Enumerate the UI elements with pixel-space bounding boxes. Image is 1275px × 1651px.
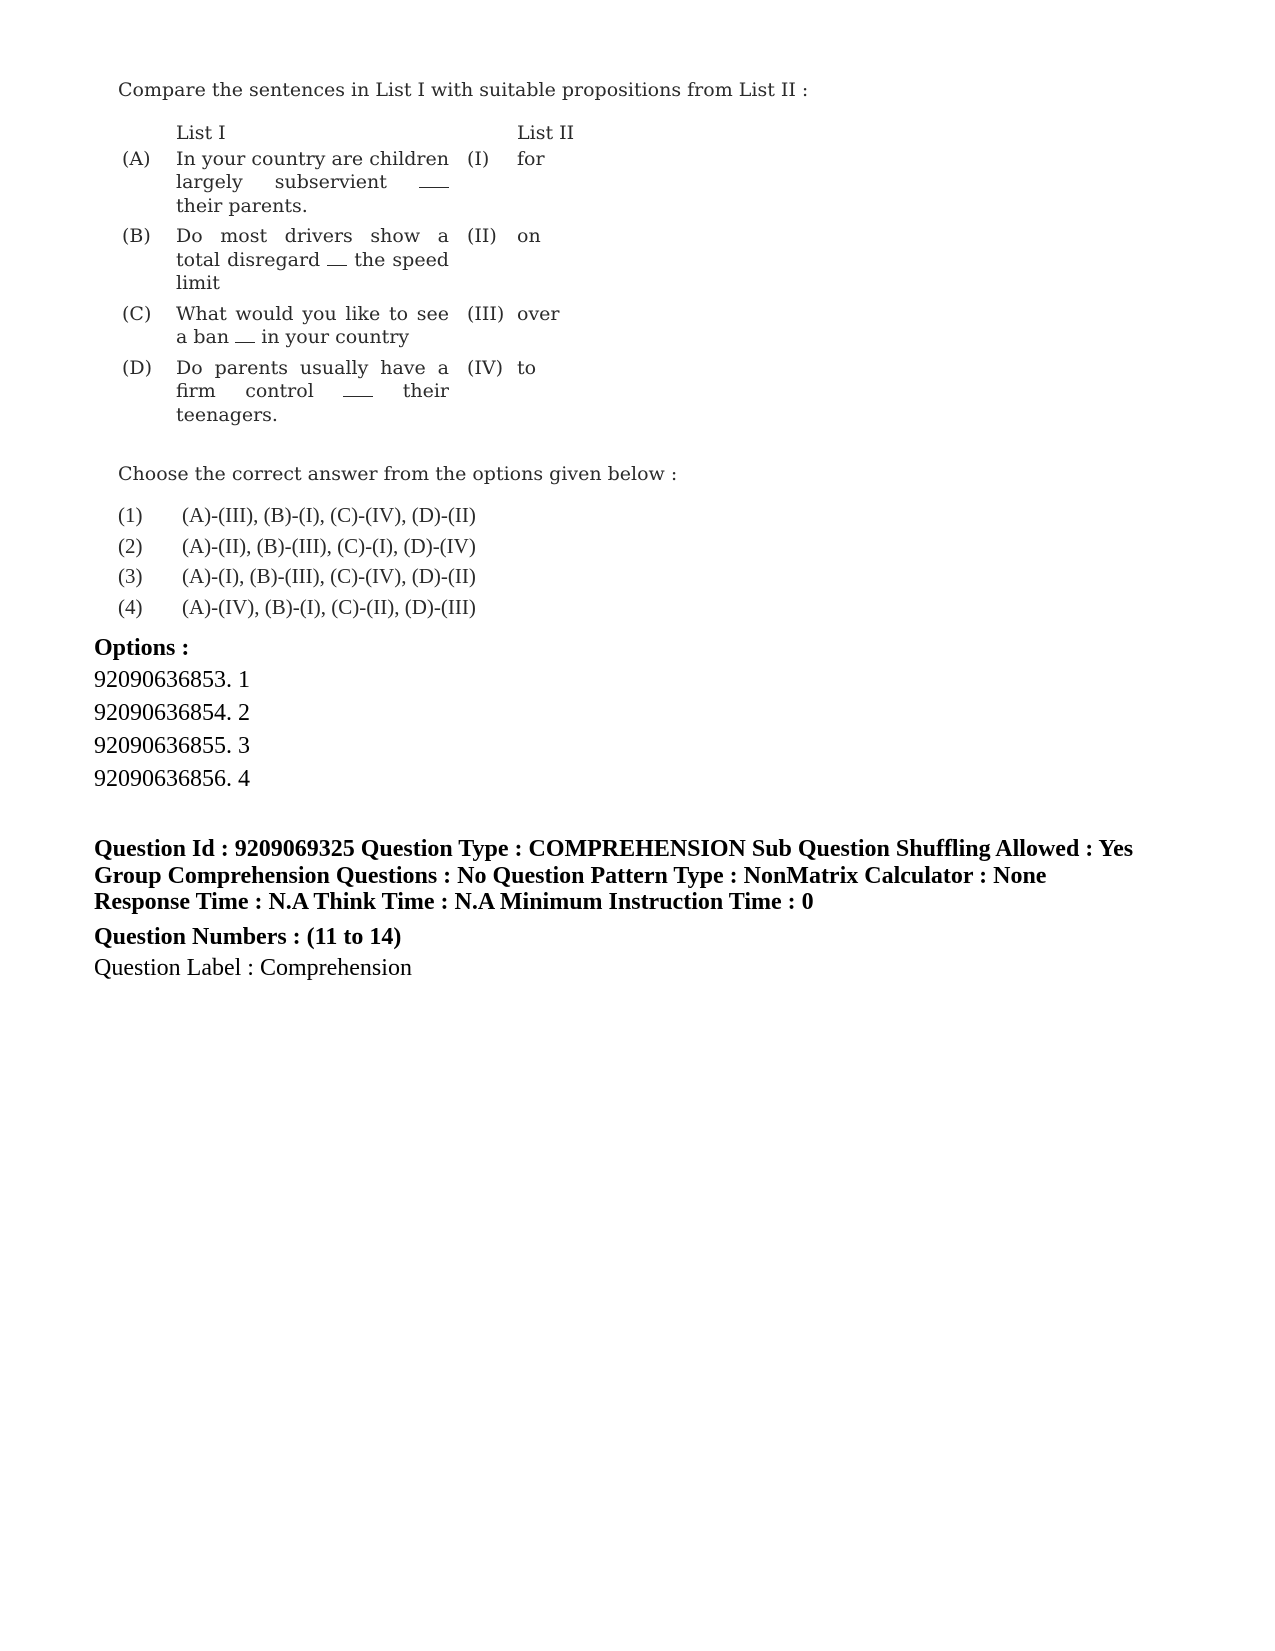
- blank-line: [419, 173, 449, 188]
- row-letter: (A): [122, 147, 151, 170]
- row-roman: (II): [467, 225, 497, 247]
- blank-line: [327, 251, 347, 266]
- blank-line: [235, 328, 255, 343]
- option-item: 92090636856. 4: [94, 766, 250, 792]
- row-sentence: In your country are children largely subservient their parents.: [176, 147, 449, 217]
- question-image: [118, 78, 818, 622]
- question-meta: [94, 836, 1174, 985]
- list2-header: List II: [517, 122, 575, 144]
- meta-line: Question Id : 9209069325 Question Type : COMPREHENSION Sub Question Shuffling Allowed : Yes: [94, 836, 1134, 862]
- match-row-b: [122, 225, 607, 303]
- blank-line: [343, 382, 373, 397]
- option-item: 92090636853. 1: [94, 667, 250, 693]
- row-roman: (III): [467, 302, 505, 325]
- answer-text: (A)-(III), (B)-(I), (C)-(IV), (D)-(II): [182, 503, 476, 527]
- answer-text: (A)-(II), (B)-(III), (C)-(I), (D)-(IV): [182, 533, 476, 558]
- list1-header: List I: [176, 122, 226, 144]
- row-letter: (D): [122, 356, 153, 379]
- answer-number: (4): [118, 594, 143, 619]
- answer-text: (A)-(IV), (B)-(I), (C)-(II), (D)-(III): [182, 594, 476, 619]
- row-letter: (C): [122, 302, 152, 325]
- question-numbers: Question Numbers : (11 to 14): [94, 923, 402, 950]
- match-row-a: [122, 148, 607, 226]
- answer-list: [118, 500, 818, 622]
- list-header-row: [122, 122, 607, 148]
- answer-item: [118, 531, 818, 562]
- match-table: [122, 122, 607, 434]
- answer-item: [118, 592, 818, 623]
- meta-line: Group Comprehension Questions : No Question Pattern Type : NonMatrix Calculator : None: [94, 862, 1047, 889]
- question-intro: Compare the sentences in List I with suitable propositions from List II :: [118, 79, 809, 101]
- row-sentence: Do most drivers show a total disregard the speed limit: [176, 225, 449, 294]
- answer-item: [118, 561, 818, 592]
- answer-item: [118, 500, 818, 531]
- options-title: Options :: [94, 635, 190, 661]
- row-preposition: on: [517, 225, 541, 247]
- match-row-c: [122, 303, 607, 357]
- row-letter: (B): [122, 225, 151, 247]
- row-preposition: over: [517, 302, 560, 325]
- options-section: [94, 632, 250, 796]
- row-roman: (IV): [467, 356, 504, 379]
- answer-number: (1): [118, 503, 143, 527]
- meta-line: Response Time : N.A Think Time : N.A Minimum Instruction Time : 0: [94, 889, 814, 915]
- answer-number: (3): [118, 564, 143, 588]
- answer-text: (A)-(I), (B)-(III), (C)-(IV), (D)-(II): [182, 564, 476, 588]
- row-preposition: to: [517, 356, 537, 379]
- question-label: Question Label : Comprehension: [94, 954, 412, 981]
- option-item: 92090636855. 3: [94, 733, 250, 759]
- option-item: 92090636854. 2: [94, 700, 250, 726]
- match-row-d: [122, 357, 607, 435]
- answer-number: (2): [118, 533, 143, 558]
- choose-instruction: Choose the correct answer from the options given below :: [118, 463, 678, 485]
- row-sentence: What would you like to see a ban in your country: [176, 302, 449, 348]
- row-roman: (I): [467, 147, 490, 170]
- row-sentence: Do parents usually have a firm control their teenagers.: [176, 356, 449, 426]
- row-preposition: for: [517, 147, 545, 170]
